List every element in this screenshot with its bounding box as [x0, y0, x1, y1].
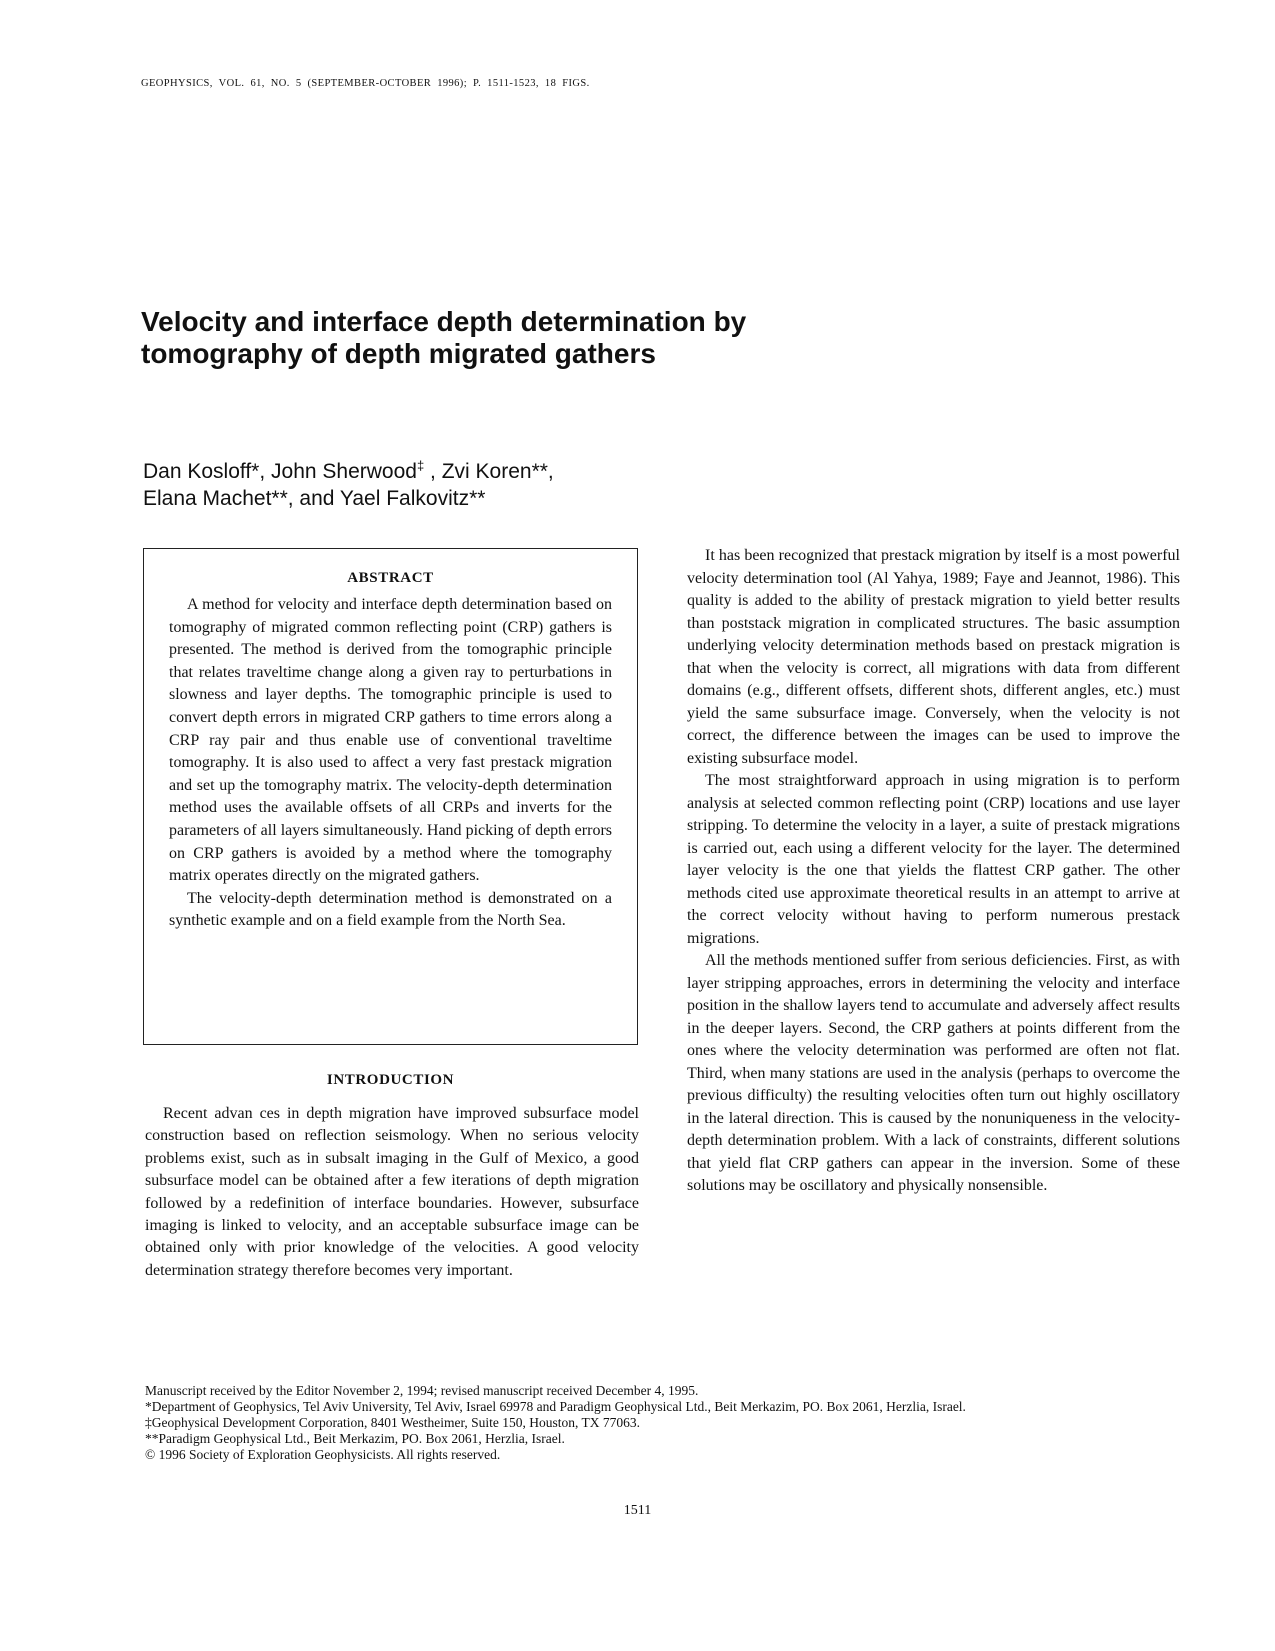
body-paragraph-2: The most straightforward approach in using migration is to perform analysis at selected common reflecting point (CRP) locations and use layer stripping. To determine the velocity in a layer, a suite of prestack migrations is carried out, each using a different velocity for the layer. The determined layer velocity is the one that yields the flattest CRP gather. The other methods cited use approximate theoretical results in an attempt to arrive at the correct velocity without having to perform numerous prestack migrations. — [687, 772, 1180, 947]
footnote-copyright: © 1996 Society of Exploration Geophysicists. All rights reserved. — [145, 1447, 501, 1462]
footnote-affiliation-2: ‡Geophysical Development Corporation, 8401 Westheimer, Suite 150, Houston, TX 77063. — [145, 1415, 641, 1430]
abstract-box — [143, 548, 638, 1045]
authors-line-2: Elana Machet**, and Yael Falkovitz** — [143, 487, 486, 510]
right-column — [687, 545, 1180, 1198]
page-number: 1511 — [623, 1503, 652, 1518]
body-paragraph-1: It has been recognized that prestack migration by itself is a most powerful velocity determination tool (Al Yahya, 1989; Faye and Jeannot, 1986). This quality is added to the ability of prestack migration to yield better results than poststack migration in complicated structures. The basic assumption underlying velocity determination methods based on prestack migration is that when the velocity is correct, all migrations with data from different domains (e.g., different offsets, different shots, different angles, etc.) must yield the same subsurface image. Conversely, when the velocity is not correct, the difference between the images can be used to improve the existing subsurface model. — [687, 547, 1180, 767]
abstract-paragraph-2: The velocity-depth determination method is demonstrated on a synthetic example and on a field example from the North Sea. — [169, 889, 612, 930]
footnote-affiliation-1: *Department of Geophysics, Tel Aviv University, Tel Aviv, Israel 69978 and Paradigm Geophysical Ltd., Beit Merkazim, PO. Box 2061, Herzlia, Israel. — [145, 1399, 966, 1414]
footnote-received: Manuscript received by the Editor November 2, 1994; revised manuscript received December 4, 1995. — [145, 1383, 699, 1398]
article-title: Velocity and interface depth determination by tomography of depth migrated gathers — [141, 306, 747, 369]
abstract-heading: ABSTRACT — [347, 570, 434, 586]
authors-line-1-rest: , Zvi Koren**, — [424, 460, 554, 483]
footnote-affiliation-3: **Paradigm Geophysical Ltd., Beit Merkazim, PO. Box 2061, Herzlia, Israel. — [145, 1431, 565, 1446]
footnotes — [145, 1383, 1180, 1463]
introduction-heading: INTRODUCTION — [326, 1072, 455, 1088]
body-paragraph-3: All the methods mentioned suffer from serious deficiencies. First, as with layer stripping approaches, errors in determining the velocity and interface position in the shallow layers tend to accumulate and adversely affect results in the deeper layers. Second, the CRP gathers at points different from the ones where the velocity determination was performed are often not flat. Third, when many stations are used in the analysis (perhaps to overcome the previous difficulty) the resulting velocities often turn out highly oscillatory in the lateral direction. This is caused by the nonuniqueness in the velocity-depth determination problem. With a lack of constraints, different solutions that yield flat CRP gathers can appear in the inversion. Some of these solutions may be oscillatory and physically nonsensible. — [687, 952, 1180, 1194]
author-list — [143, 452, 743, 512]
author-footnote-mark: ‡ — [416, 458, 425, 473]
running-head: GEOPHYSICS, VOL. 61, NO. 5 (SEPTEMBER-OCTOBER 1996); P. 1511-1523, 18 FIGS. — [141, 78, 590, 89]
introduction-paragraph: Recent advan ces in depth migration have improved subsurface model construction based on reflection seismology. When no serious velocity problems exist, such as in subsalt imaging in the Gulf of Mexico, a good subsurface model can be obtained after a few iterations of depth migration followed by a redefinition of interface boundaries. However, subsurface imaging is linked to velocity, and an acceptable subsurface image can be obtained only with prior knowledge of the velocities. A good velocity determination strategy therefore becomes very important. — [145, 1105, 639, 1279]
abstract-paragraph-1: A method for velocity and interface depth determination based on tomography of migrated common reflecting point (CRP) gathers is presented. The method is derived from the tomographic principle that relates traveltime change along a given ray to perturbations in slowness and layer depths. The tomographic principle is used to convert depth errors in migrated CRP gathers to time errors along a CRP ray pair and thus enable use of conventional traveltime tomography. It is also used to affect a very fast prestack migration and set up the tomography matrix. The velocity-depth determination method uses the available offsets of all CRPs and inverts for the parameters of all layers simultaneously. Hand picking of depth errors on CRP gathers is avoided by a method where the tomography matrix operates directly on the migrated gathers. — [169, 596, 612, 885]
authors-line-1: Dan Kosloff*, John Sherwood — [143, 460, 417, 483]
